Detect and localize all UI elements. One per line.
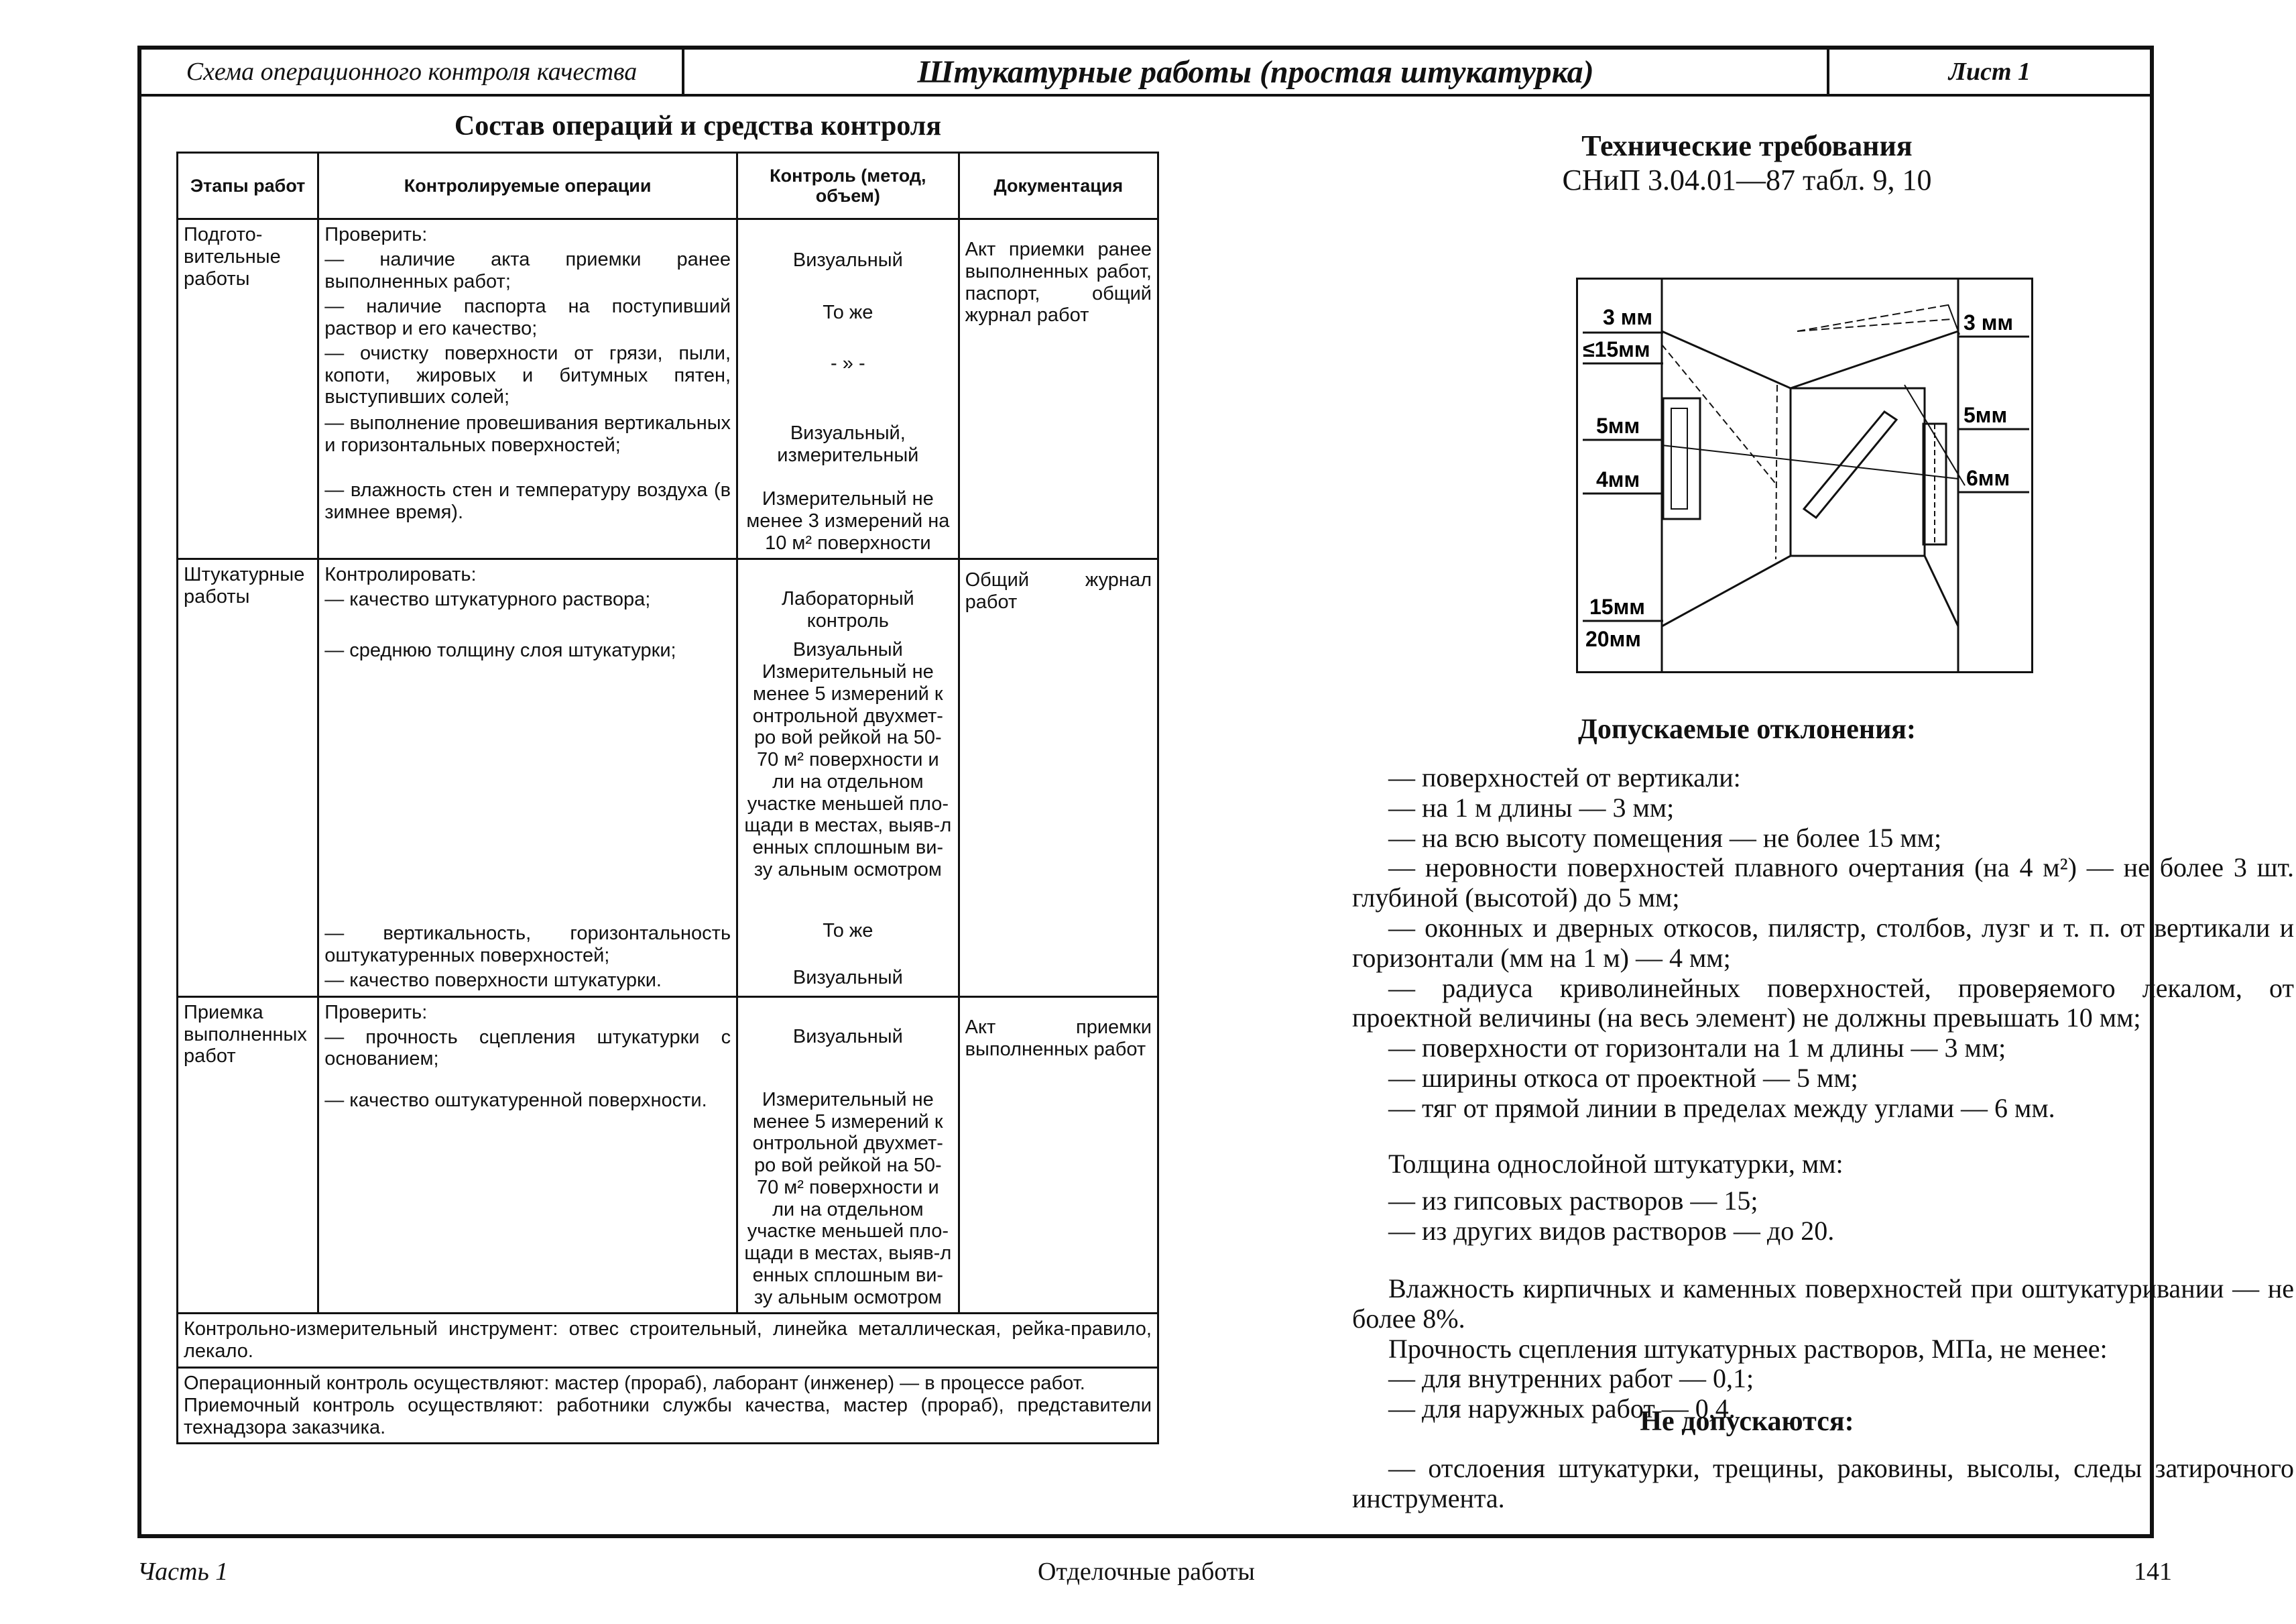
not-allowed-title: Не допускаются: — [1640, 1406, 1854, 1437]
perspective-line — [1662, 556, 1791, 626]
dim-label: 15мм — [1589, 595, 1645, 619]
op-item: — наличие акта приемки ранее выполненных работ; — [324, 248, 731, 292]
operations-table — [176, 152, 1159, 1444]
table-footer-row — [178, 1368, 1158, 1444]
straightedge-rule — [1804, 412, 1896, 518]
documentation-cell: Акт приемки ранее выполненных работ, паспорт, общий журнал работ — [959, 219, 1158, 559]
control-item: То же — [823, 920, 873, 942]
stage-cell: Штукатурные работы — [178, 559, 318, 997]
operations-cell — [318, 996, 737, 1314]
strength-item: — для наружных работ — 0,4. — [1388, 1393, 1736, 1424]
perspective-line — [1791, 331, 1958, 388]
operations-title: Состав операций и средства контроля — [454, 111, 942, 141]
header-work-title: Штукатурные работы (простая штукатурка) — [684, 50, 1829, 94]
moisture-strength-block — [1352, 1274, 2294, 1424]
level-line — [1662, 445, 1958, 479]
deviation-item: — тяг от прямой линии в пределах между углами — 6 мм. — [1388, 1092, 2055, 1123]
tech-subtitle: СНиП 3.04.01—87 табл. 9, 10 — [1562, 164, 1932, 196]
col-documentation: Документация — [959, 153, 1158, 219]
control-item: Визуальный — [792, 967, 903, 989]
op-item: — выполнение провешивания вертикальных и горизонтальных поверхностей; — [324, 412, 731, 456]
col-control: Контроль (метод, объем) — [737, 153, 959, 219]
deviation-item: — неровности поверхностей плавного очертания (на 4 м²) — не более 3 шт. глубиной (высотой) до 5 мм; — [1352, 852, 2294, 913]
table-row — [178, 996, 1158, 1314]
perspective-line — [1925, 556, 1958, 626]
ceiling-deviation-line — [1797, 304, 1951, 331]
op-item: — наличие паспорта на поступивший раствор и его качество; — [324, 295, 731, 339]
deviation-item: — на всю высоту помещения — не более 15 мм; — [1388, 822, 1942, 853]
moisture-text: Влажность кирпичных и каменных поверхностей при оштукатуривании — не более 8%. — [1352, 1273, 2294, 1334]
control-item: Визуальный, измерительный — [777, 422, 919, 466]
deviation-item: — оконных и дверных откосов, пилястр, столбов, лузг и т. п. от вертикали и горизонтали (мм на 1 м) — 4 мм; — [1352, 912, 2294, 973]
thickness-block — [1352, 1149, 2294, 1246]
stage-cell: Приемка выполненных работ — [178, 996, 318, 1314]
window-frame — [1671, 408, 1687, 509]
control-item: Визуальный — [792, 639, 903, 661]
dim-label: 6мм — [1966, 466, 2010, 490]
control-item: Измерительный не менее 5 измерений к онтрольной двухмет-ро вой рейкой на 50-70 м² поверхности и ли на отдельном участке меньшей пло-щади в местах, выяв-л енных сплошным ви-зу альным осмотром — [744, 661, 952, 880]
dim-label: 5мм — [1596, 414, 1640, 438]
control-cell — [737, 559, 959, 997]
deviation-item: — поверхностей от вертикали: — [1388, 762, 1741, 793]
page-frame — [137, 46, 2294, 1538]
ops-lead: Проверить: — [324, 224, 428, 245]
strength-item: — для внутренних работ — 0,1; — [1388, 1363, 1754, 1394]
ops-lead: Контролировать: — [324, 564, 477, 586]
control-cell — [737, 219, 959, 559]
documentation-cell: Акт приемки выполненных работ — [959, 996, 1158, 1314]
not-allowed-text — [1352, 1454, 2294, 1514]
col-stage: Этапы работ — [178, 153, 318, 219]
col-operations: Контролируемые операции — [318, 153, 737, 219]
control-item: - » - — [831, 353, 865, 374]
operational-control-note: Операционный контроль осуществляют: мастер (прораб), лаборант (инженер) — в процессе работ. — [184, 1373, 1085, 1395]
ceiling-deviation-line — [1797, 319, 1951, 331]
documentation-cell: Общий журнал работ — [959, 559, 1158, 997]
acceptance-control-note: Приемочный контроль осуществляют: работники службы качества, мастер (прораб), представители технадзора заказчика. — [184, 1394, 1152, 1438]
table-row — [178, 219, 1158, 559]
table-footer-row — [178, 1314, 1158, 1368]
control-responsibility — [178, 1368, 1158, 1444]
tech-requirements — [1335, 129, 2159, 197]
control-item: Визуальный — [792, 249, 903, 271]
header-scheme-title: Схема операционного контроля качества — [141, 50, 684, 94]
sheet-header — [141, 50, 2150, 97]
dim-label: 3 мм — [1603, 305, 1653, 329]
op-item: — прочность сцепления штукатурки с основанием; — [324, 1026, 731, 1070]
header-sheet-number: Лист 1 — [1948, 58, 2031, 86]
footer-part: Часть 1 — [137, 1558, 229, 1586]
window-opening — [1663, 398, 1700, 519]
ops-lead: Проверить: — [324, 1001, 428, 1023]
control-item: Измерительный не менее 5 измерений к онтрольной двухмет-ро вой рейкой на 50-70 м² поверхности и ли на отдельном участке меньшей пло-щади в местах, выяв-л енных сплошным ви-зу альным осмотром — [744, 1088, 952, 1308]
op-item: — вертикальность, горизонтальность оштукатуренных поверхностей; — [324, 923, 731, 966]
dim-label: 3 мм — [1963, 310, 2014, 335]
table-row — [178, 559, 1158, 997]
operations-cell — [318, 219, 737, 559]
thickness-item: — из других видов растворов — до 20. — [1388, 1215, 1835, 1246]
op-item: — качество оштукатуренной поверхности. — [324, 1089, 707, 1111]
deviation-item: — поверхности от горизонтали на 1 м длины — 3 мм; — [1388, 1033, 2006, 1063]
control-item: Лабораторный контроль — [781, 588, 914, 632]
deviation-diagram — [1576, 278, 2033, 673]
op-item: — влажность стен и температуру воздуха (в зимнее время). — [324, 479, 731, 523]
op-item: — качество штукатурного раствора; — [324, 589, 651, 611]
operations-cell — [318, 559, 737, 997]
control-item: Визуальный — [792, 1025, 903, 1047]
dim-label: ≤15мм — [1583, 337, 1650, 361]
op-item: — качество поверхности штукатурки. — [324, 970, 662, 992]
plumb-line — [1662, 345, 1777, 485]
control-item: Измерительный не менее 3 измерений на 10 м² поверхности — [746, 488, 950, 554]
not-allowed-item: — отслоения штукатурки, трещины, раковины, высолы, следы затирочного инструмента. — [1352, 1453, 2294, 1513]
op-item: — очистку поверхности от грязи, пыли, копоти, жировых и битумных пятен, выступивших солей; — [324, 342, 731, 408]
table-header-row — [178, 153, 1158, 219]
stage-cell: Подгото-вительные работы — [178, 219, 318, 559]
deviation-item: — на 1 м длины — 3 мм; — [1388, 792, 1675, 823]
control-cell — [737, 996, 959, 1314]
dim-label: 5мм — [1963, 403, 2008, 427]
footer-section: Отделочные работы — [1038, 1558, 1255, 1586]
plumb-line — [1776, 385, 1777, 559]
dim-label: 4мм — [1596, 467, 1640, 491]
dim-label: 20мм — [1585, 627, 1641, 651]
strength-lead: Прочность сцепления штукатурных растворов, МПа, не менее: — [1388, 1333, 2108, 1364]
op-item: — среднюю толщину слоя штукатурки; — [324, 640, 676, 662]
control-item: То же — [823, 302, 873, 323]
footer-page-number: 141 — [2134, 1558, 2172, 1586]
perspective-line — [1662, 331, 1791, 388]
deviations-title: Допускаемые отклонения: — [1578, 714, 1916, 745]
tech-title: Технические требования — [1581, 129, 1913, 162]
thickness-item: — из гипсовых растворов — 15; — [1388, 1185, 1758, 1216]
deviation-item: — радиуса криволинейных поверхностей, проверяемого лекалом, от проектной величины (на весь элемент) не должны превышать 10 мм; — [1352, 972, 2294, 1033]
deviation-item: — ширины откоса от проектной — 5 мм; — [1388, 1062, 1858, 1093]
thickness-lead: Толщина однослойной штукатурки, мм: — [1388, 1149, 1844, 1179]
deviations-list — [1352, 763, 2294, 1124]
tools-note: Контрольно-измерительный инструмент: отвес строительный, линейка металлическая, рейка-правило, лекало. — [178, 1314, 1158, 1368]
